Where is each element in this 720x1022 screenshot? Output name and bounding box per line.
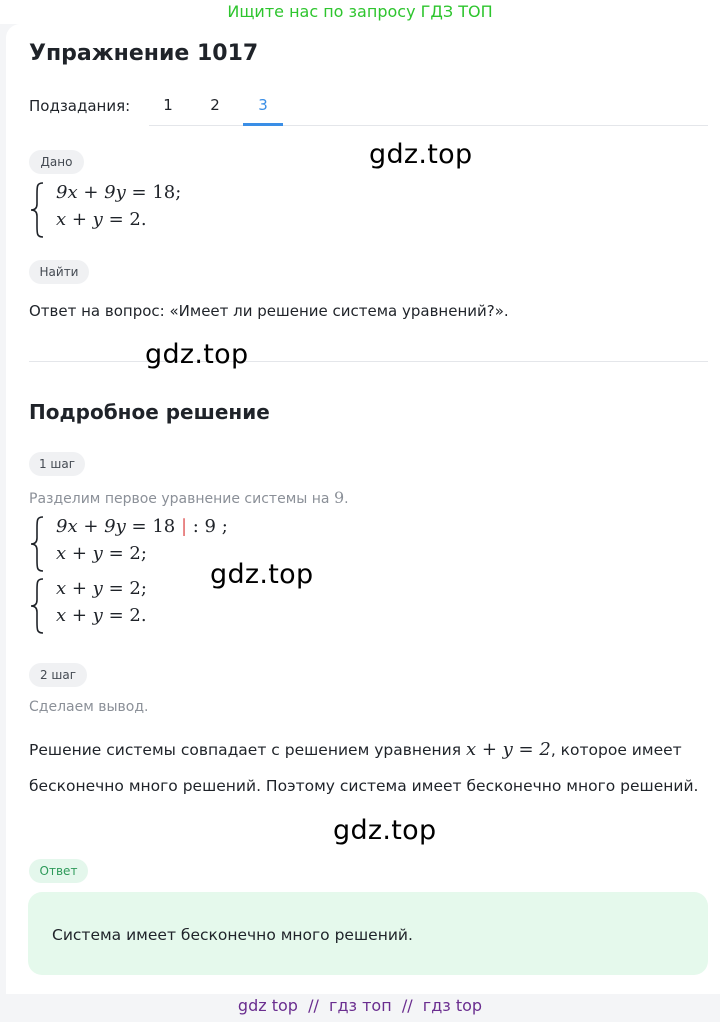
watermark: gdz.top xyxy=(210,559,314,590)
step-1-b-equation-1: x + y = 2; xyxy=(56,578,147,599)
given-eq1-rhs: 18; xyxy=(152,182,182,203)
step-1-text-prefix: Разделим первое уравнение системы на xyxy=(29,491,334,507)
conclusion-prefix: Решение системы совпадает с решением уравнения xyxy=(29,741,466,759)
content-card xyxy=(6,24,720,994)
find-text: Ответ на вопрос: «Имеет ли решение система уравнений?». xyxy=(29,302,509,320)
step-2-badge: 2 шаг xyxy=(29,663,87,687)
step-1-badge: 1 шаг xyxy=(29,452,85,476)
brace-icon xyxy=(30,182,46,238)
conclusion-suffix: , которое имеет бесконечно много решений. Поэтому система имеет бесконечно много решений. xyxy=(29,741,699,795)
given-eq2-rhs: 2. xyxy=(129,209,147,230)
subtasks-label: Подзадания: xyxy=(29,97,131,115)
step-1-b-eq2-rhs: 2. xyxy=(129,605,147,626)
page-title: Упражнение 1017 xyxy=(29,41,259,66)
watermark: gdz.top xyxy=(369,139,473,170)
answer-text: Система имеет бесконечно много решений. xyxy=(52,926,413,944)
given-eq2-lhs: x + y xyxy=(56,209,103,230)
given-equation-2: x + y = 2. xyxy=(56,209,147,230)
tab-subtask-2[interactable]: 2 xyxy=(210,96,220,114)
section-divider xyxy=(29,361,708,362)
solution-title: Подробное решение xyxy=(29,400,270,424)
step-1-text-number: 9 xyxy=(333,488,345,507)
footer-links[interactable]: gdz top // гдз топ // гдз top xyxy=(237,996,483,1015)
conclusion-math: x + y = 2 xyxy=(465,739,551,760)
step-1-b-eq2-lhs: x + y xyxy=(56,605,103,626)
brace-icon xyxy=(30,578,46,634)
brace-icon xyxy=(30,516,46,572)
watermark: gdz.top xyxy=(333,815,437,846)
step-1-eq1-lhs: 9x + 9y xyxy=(56,516,126,537)
given-badge: Дано xyxy=(29,150,84,174)
step-1-eq2-lhs: x + y xyxy=(56,543,103,564)
tab-subtask-3[interactable]: 3 xyxy=(258,96,268,114)
given-equation-1: 9x + 9y = 18; xyxy=(56,182,182,203)
step-1-equation-2: x + y = 2; xyxy=(56,543,147,564)
step-1-text-suffix: . xyxy=(344,491,349,507)
conclusion-text xyxy=(29,732,709,804)
answer-badge: Ответ xyxy=(29,859,88,883)
divider-bar: | xyxy=(180,516,188,537)
step-1-b-equation-2: x + y = 2. xyxy=(56,605,147,626)
active-tab-indicator xyxy=(243,123,283,126)
find-badge: Найти xyxy=(29,260,89,284)
top-banner: Ищите нас по запросу ГДЗ ТОП xyxy=(0,0,720,24)
step-1-b-eq1-rhs: 2; xyxy=(129,578,147,599)
step-1-text xyxy=(29,488,349,507)
tab-subtask-1[interactable]: 1 xyxy=(163,96,173,114)
step-1-eq1-rhs: 18 xyxy=(152,516,176,537)
given-eq1-lhs: 9x + 9y xyxy=(56,182,126,203)
step-1-eq1-note: : 9 ; xyxy=(192,516,228,537)
step-1-b-eq1-lhs: x + y xyxy=(56,578,103,599)
tabs-divider xyxy=(149,125,708,126)
step-1-equation-1: 9x + 9y = 18 | : 9 ; xyxy=(56,516,228,537)
step-2-text: Сделаем вывод. xyxy=(29,699,149,715)
watermark: gdz.top xyxy=(145,339,249,370)
step-1-eq2-rhs: 2; xyxy=(129,543,147,564)
